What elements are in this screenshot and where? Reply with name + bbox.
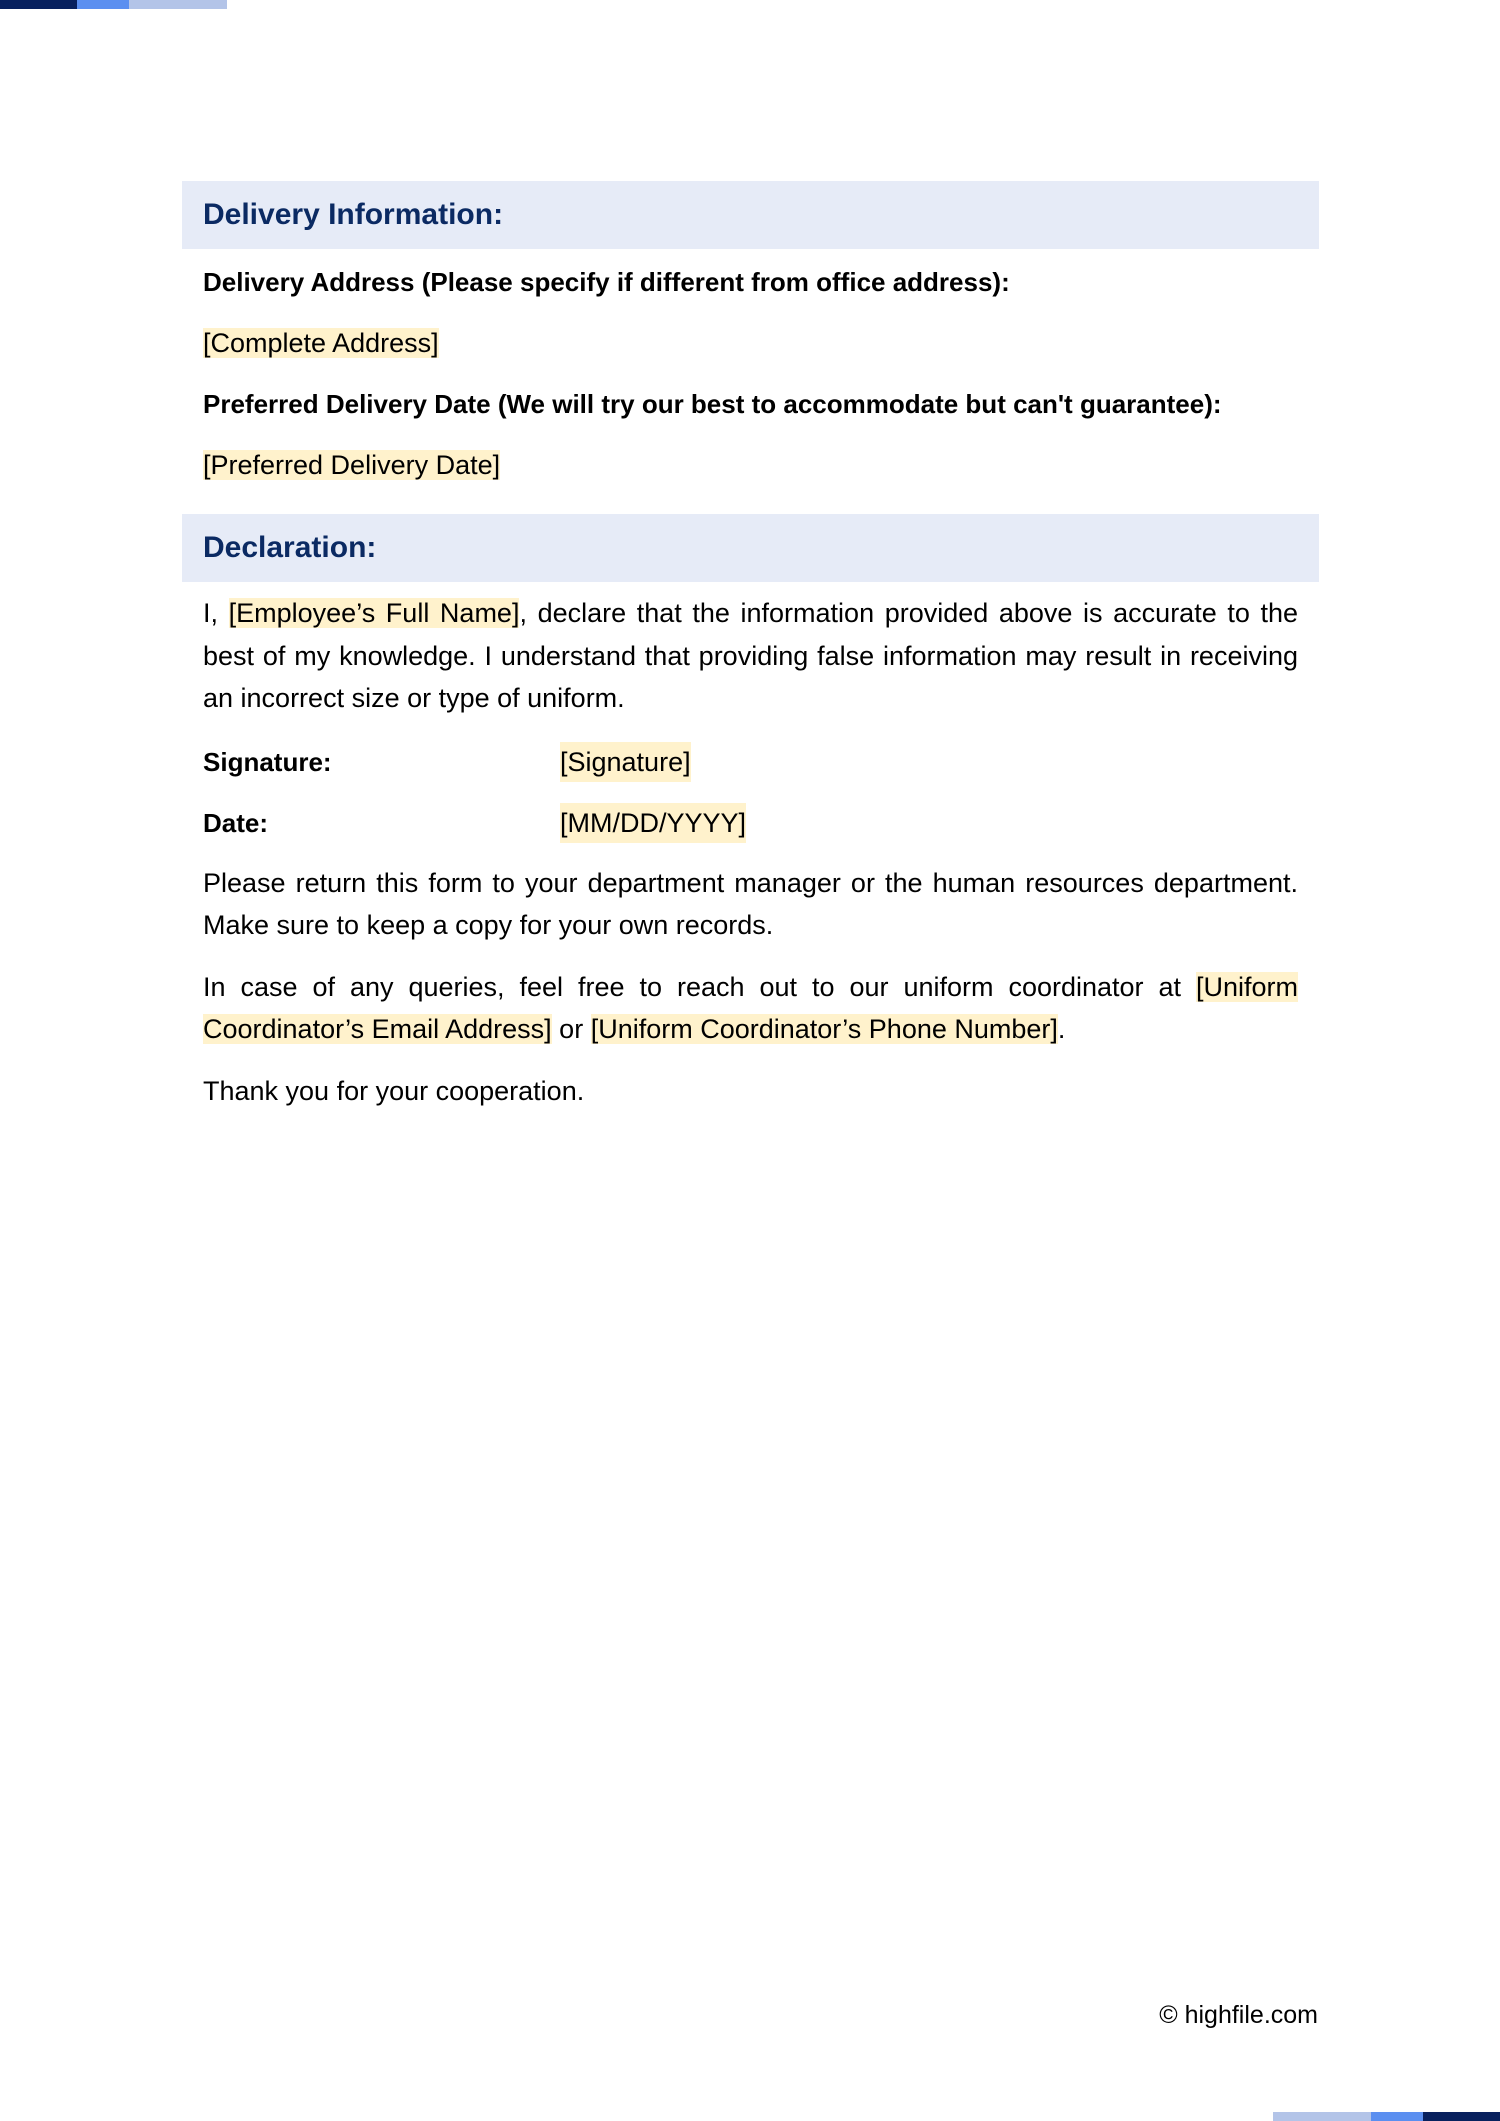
queries-paragraph [203,966,1298,1051]
footer-copyright: © highfile.com [1159,2001,1318,2029]
date-label: Date: [203,807,269,838]
document-page [182,181,1319,1112]
return-instructions: Please return this form to your department manager or the human resources department. Make sure to keep a copy for your own records. [203,867,1298,940]
declaration-heading: Declaration: [203,531,377,564]
delivery-section-header [182,181,1319,249]
employee-name-placeholder[interactable]: [Employee’s Full Name] [228,598,520,628]
declaration-section-header [182,514,1319,582]
thank-you-text: Thank you for your cooperation. [203,1075,585,1106]
date-placeholder[interactable]: [MM/DD/YYYY] [560,803,746,843]
bottom-color-strip [1273,2112,1500,2121]
declaration-text: , declare that the information provided above is accurate to the best of my knowledge. I understand that providing false information may result in receiving an incorrect size or type of uniform. [203,598,1298,713]
signature-label: Signature: [203,746,332,777]
top-color-strip [0,0,227,9]
preferred-date-label: Preferred Delivery Date (We will try our best to accommodate but can't guarantee): [203,389,1222,419]
strip-dark-segment [0,0,77,9]
strip-dark-segment [1423,2112,1500,2121]
queries-or: or [551,1014,591,1044]
delivery-heading: Delivery Information: [203,198,504,231]
declaration-prefix: I, [203,598,229,628]
coordinator-phone-placeholder[interactable]: [Uniform Coordinator’s Phone Number] [590,1014,1058,1044]
strip-light-segment [129,0,227,9]
delivery-content [182,262,1319,485]
declaration-paragraph [203,592,1298,720]
strip-mid-segment [1371,2112,1423,2121]
coordinator-email-placeholder[interactable]: [Uniform Coordinator’s Email Address] [203,971,1298,1044]
declaration-content [182,592,1319,1112]
delivery-address-placeholder[interactable]: [Complete Address] [203,328,439,358]
strip-mid-segment [77,0,129,9]
preferred-date-placeholder[interactable]: [Preferred Delivery Date] [203,450,501,480]
delivery-address-label: Delivery Address (Please specify if different from office address): [203,267,1010,297]
signature-placeholder[interactable]: [Signature] [560,742,691,782]
signature-row [203,742,1298,782]
queries-end: . [1057,1014,1066,1044]
date-row [203,803,1298,843]
strip-light-segment [1273,2112,1371,2121]
queries-text: In case of any queries, feel free to reach out to our uniform coordinator at [203,971,1196,1002]
